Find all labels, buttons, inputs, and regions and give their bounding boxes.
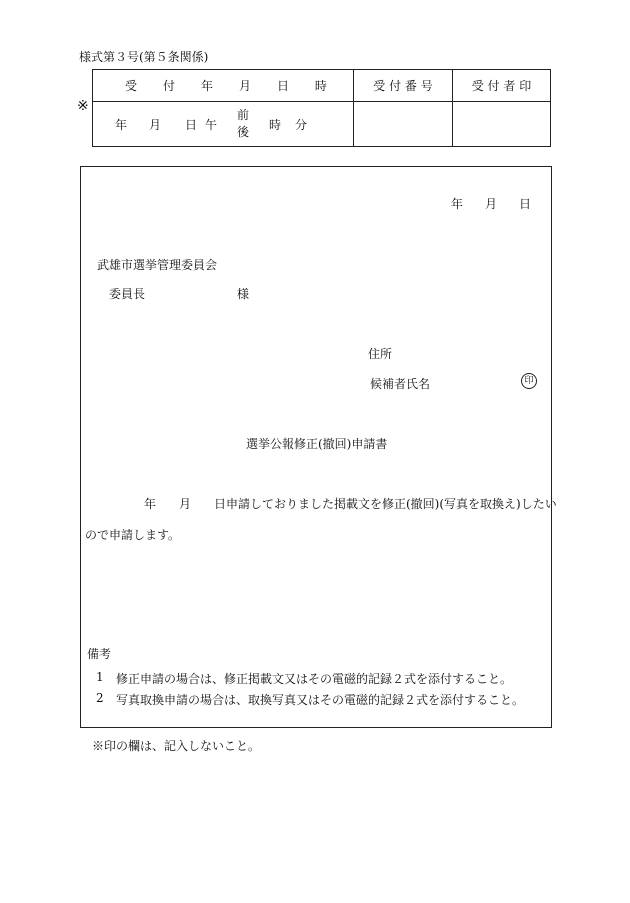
remark-number: 1 bbox=[96, 670, 104, 684]
remark-number: 2 bbox=[96, 691, 104, 705]
header-char: 付 bbox=[162, 79, 175, 93]
footnote: ※印の欄は、記入しないこと。 bbox=[92, 739, 261, 753]
date-year: 年 bbox=[451, 197, 464, 211]
seal-icon: 印 bbox=[521, 373, 537, 389]
candidate-name-label: 候補者氏名 bbox=[370, 377, 431, 391]
header-char: 年 bbox=[200, 79, 213, 93]
date-month: 月 bbox=[485, 197, 498, 211]
am-label: 前 bbox=[236, 108, 249, 122]
day-label: 日 bbox=[185, 117, 198, 132]
date-line bbox=[451, 195, 531, 212]
address-label: 住所 bbox=[368, 347, 393, 361]
form-number: 様式第３号(第５条関係) bbox=[79, 50, 209, 64]
remark-text: 修正申請の場合は、修正掲載文又はその電磁的記録２式を添付すること。 bbox=[116, 672, 513, 686]
body-text: 日申請しておりました掲載文を修正(撤回)(写真を取換え)したい bbox=[214, 497, 557, 511]
year-label: 年 bbox=[115, 117, 128, 132]
month-label: 月 bbox=[149, 117, 162, 132]
chair-title: 委員長 bbox=[109, 287, 146, 301]
reception-seal-cell bbox=[453, 102, 551, 147]
header-char: 時 bbox=[314, 79, 327, 93]
reception-datetime-header bbox=[93, 70, 354, 102]
body-month: 月 bbox=[179, 497, 192, 511]
reception-seal-header: 受 付 者 印 bbox=[453, 70, 551, 102]
addressee: 武雄市選挙管理委員会 bbox=[97, 258, 218, 272]
ampm-stack bbox=[231, 107, 255, 141]
minute-label: 分 bbox=[295, 117, 308, 132]
header-char: 受 bbox=[125, 79, 138, 93]
reception-number-header: 受 付 番 号 bbox=[354, 70, 453, 102]
body-year: 年 bbox=[144, 497, 157, 511]
remarks-title: 備考 bbox=[87, 647, 112, 661]
header-char: 月 bbox=[238, 79, 251, 93]
noon-label: 午 bbox=[205, 117, 218, 132]
pm-label: 後 bbox=[236, 125, 249, 139]
honorific: 様 bbox=[237, 287, 250, 301]
hour-label: 時 bbox=[268, 117, 281, 132]
reception-datetime-cell bbox=[93, 102, 354, 147]
date-day: 日 bbox=[519, 197, 532, 211]
note-mark: ※ bbox=[77, 98, 89, 114]
body-text-line2: ので申請します。 bbox=[85, 528, 181, 542]
reception-table bbox=[92, 69, 551, 147]
document-title: 選挙公報修正(撤回)申請書 bbox=[246, 437, 388, 451]
reception-number-cell bbox=[354, 102, 453, 147]
application-form bbox=[80, 166, 557, 728]
header-char: 日 bbox=[276, 79, 289, 93]
remark-text: 写真取換申請の場合は、取換写真又はその電磁的記録２式を添付すること。 bbox=[116, 693, 525, 707]
